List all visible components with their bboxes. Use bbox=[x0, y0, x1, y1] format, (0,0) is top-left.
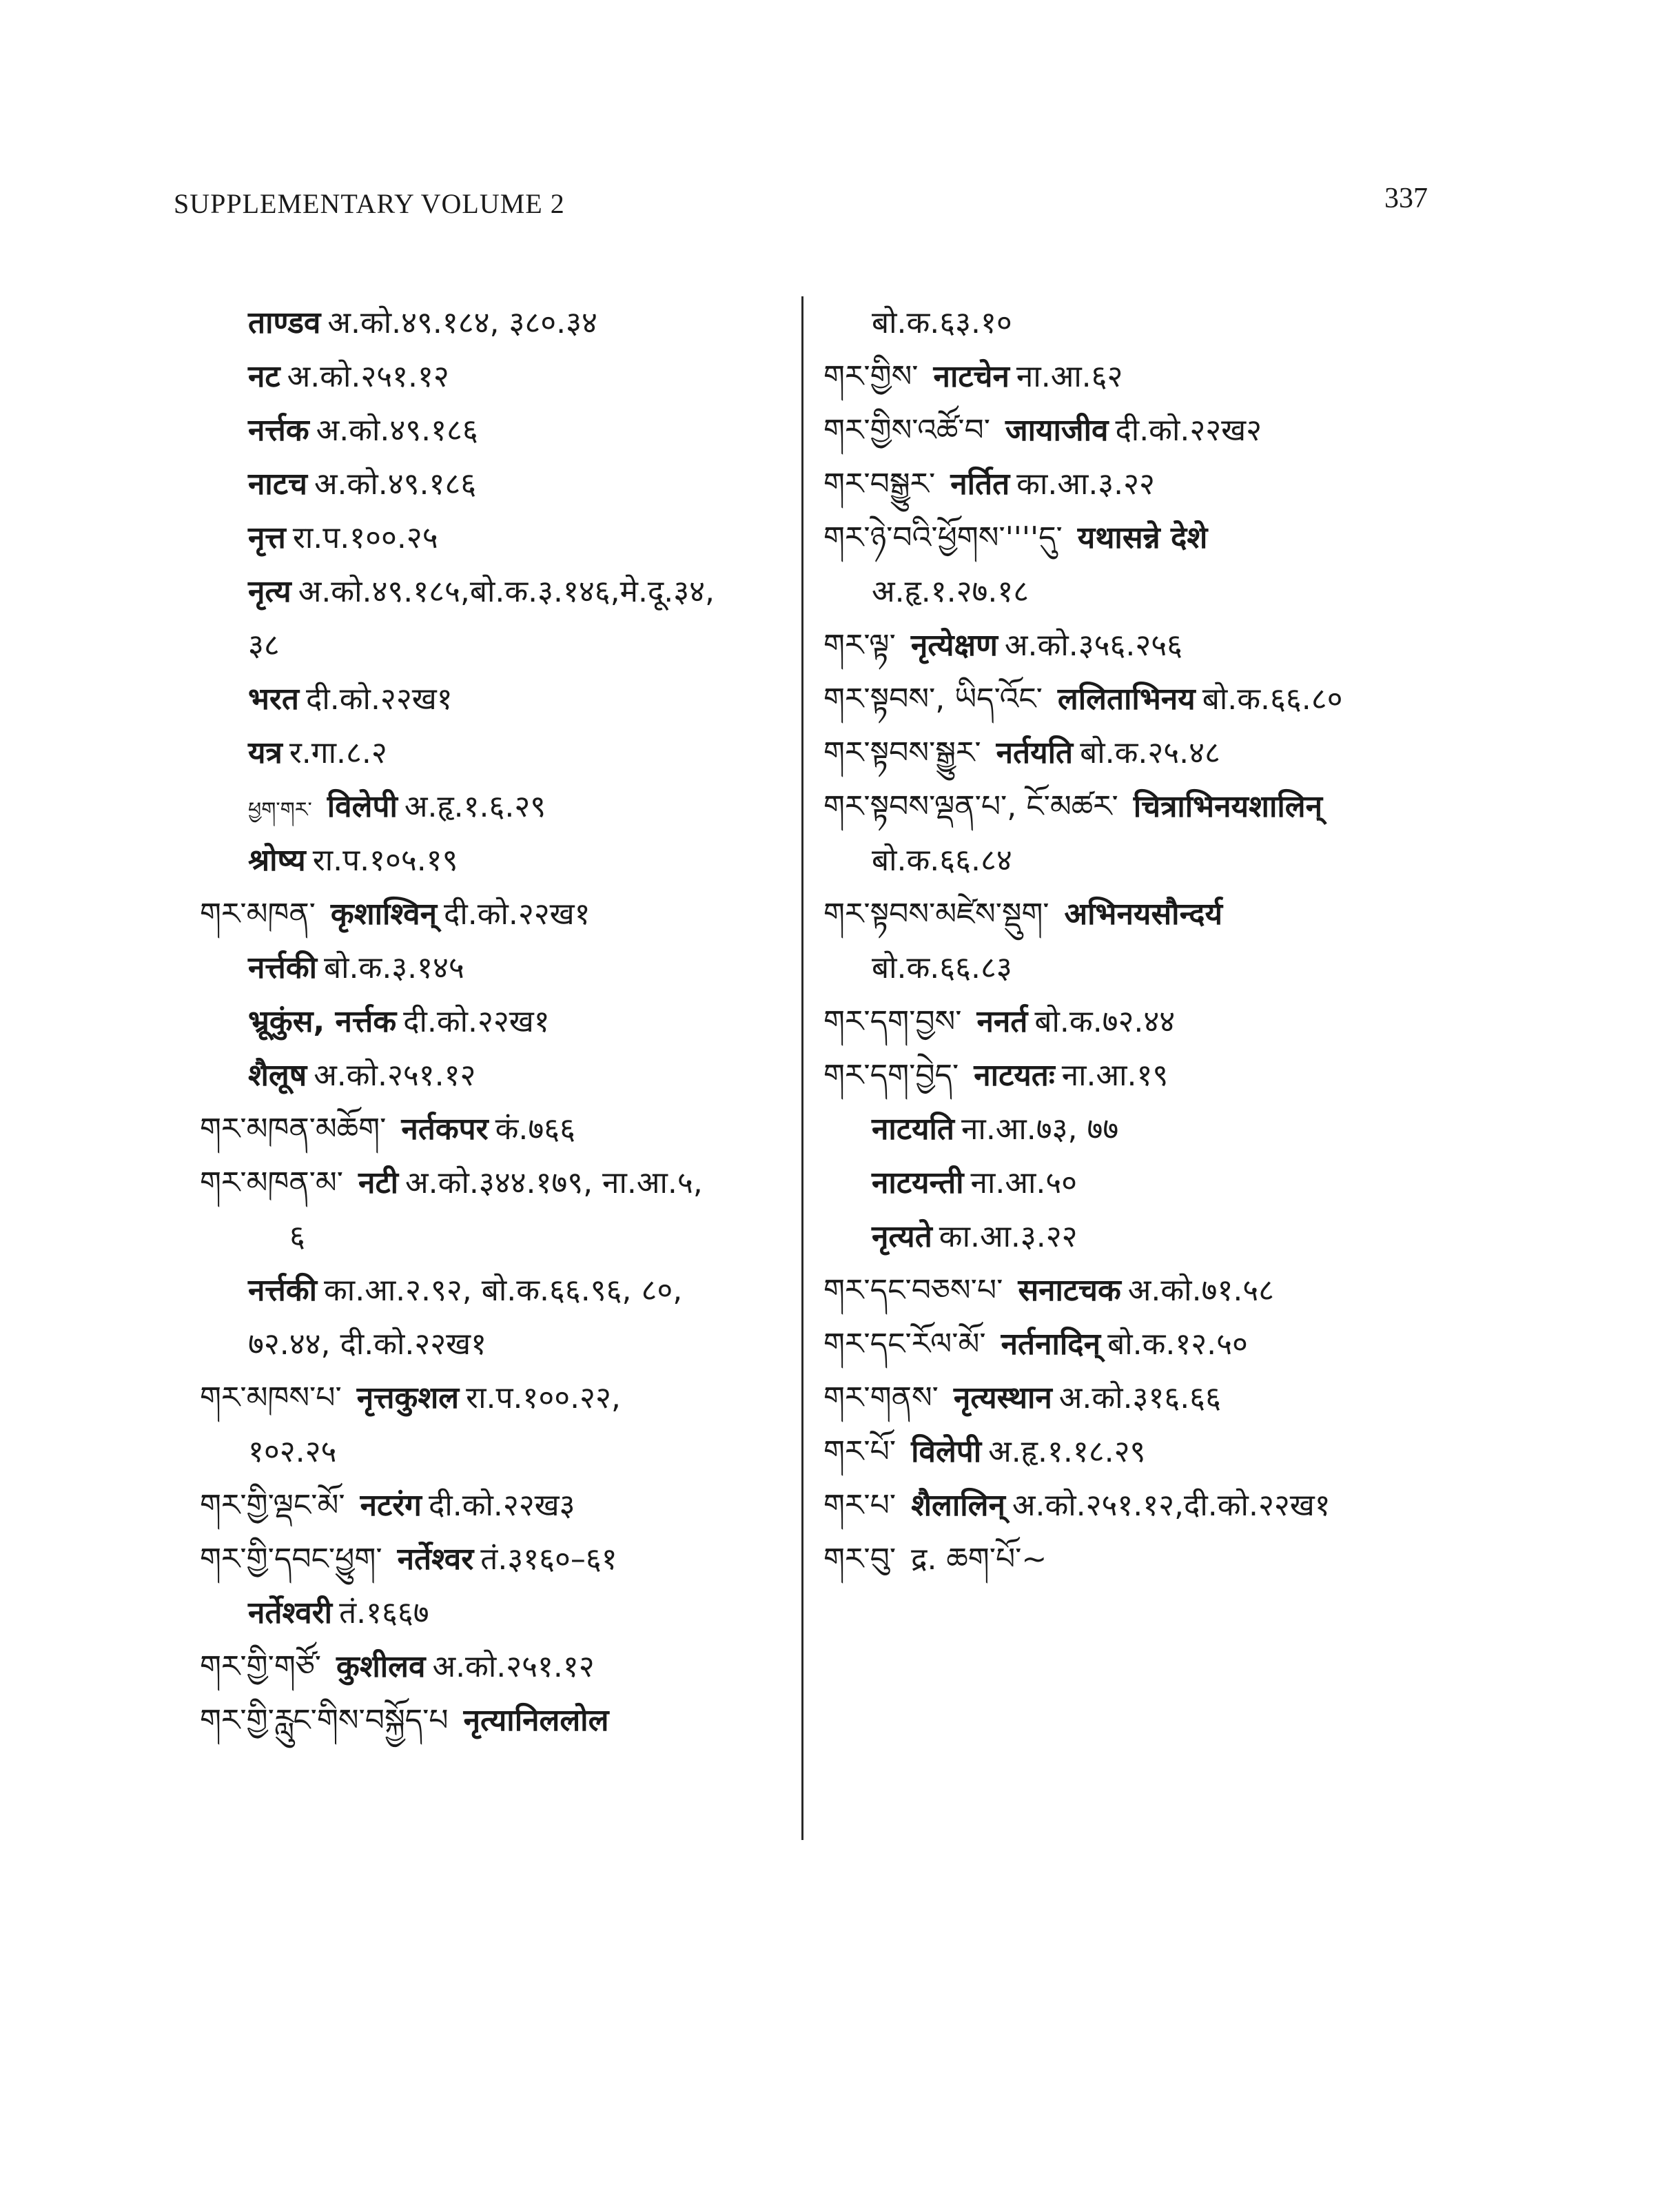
sanskrit-equivalent: नर्त्तकी bbox=[248, 950, 318, 985]
tibetan-headword: གར་གནས་ bbox=[823, 1380, 939, 1416]
source-reference: बो.क.७२.४४ bbox=[1034, 1004, 1176, 1039]
right-column bbox=[823, 296, 1526, 1586]
source-reference: अ.को.४९.१८५,बो.क.३.१४६,मे.दू.३४, bbox=[298, 574, 715, 609]
sanskrit-equivalent: नर्तेश्वरी bbox=[248, 1595, 333, 1631]
dictionary-entry bbox=[823, 673, 1526, 726]
sanskrit-equivalent: ललिताभिनय bbox=[1057, 682, 1196, 717]
source-reference: अ.को.२५१.१२ bbox=[314, 1058, 476, 1093]
sanskrit-equivalent: नर्तकपर bbox=[401, 1112, 489, 1147]
dictionary-entry bbox=[823, 888, 1526, 941]
dictionary-entry bbox=[823, 834, 1526, 888]
sanskrit-equivalent: नृत्यते bbox=[872, 1219, 932, 1254]
sanskrit-equivalent: नाटचेन bbox=[933, 359, 1010, 394]
tibetan-headword: གར་དང་རོལ་མོ་ bbox=[823, 1327, 986, 1362]
sanskrit-equivalent: श्रोष्य bbox=[248, 843, 306, 878]
source-reference: बो.क.६६.८० bbox=[1202, 682, 1343, 717]
sanskrit-equivalent: नर्तेश्वर bbox=[397, 1542, 474, 1577]
source-reference: दी.को.२२ख२ bbox=[1115, 413, 1262, 448]
source-reference: अ.को.७१.५८ bbox=[1127, 1273, 1275, 1308]
tibetan-headword: གར་བུ་ bbox=[823, 1542, 897, 1577]
source-reference: बो.क.६६.८३ bbox=[872, 950, 1012, 985]
source-reference: दी.को.२२ख१ bbox=[444, 897, 591, 932]
source-reference: अ.हृ.१.२७.१८ bbox=[872, 574, 1029, 609]
dictionary-entry bbox=[200, 1533, 792, 1586]
dictionary-entry bbox=[200, 995, 792, 1049]
dictionary-entry bbox=[200, 296, 792, 350]
tibetan-headword: གར་དག་བྱེད་ bbox=[823, 1058, 959, 1093]
dictionary-entry bbox=[823, 1425, 1526, 1479]
dictionary-entry bbox=[823, 780, 1526, 834]
tibetan-headword: གར་གྱིས་ bbox=[823, 359, 919, 394]
dictionary-entry bbox=[200, 458, 792, 511]
tibetan-headword: གར་གྱི་དབང་ཕྱུག་ bbox=[200, 1542, 382, 1577]
sanskrit-equivalent: नृत्त bbox=[248, 520, 286, 555]
page-number: 337 bbox=[1384, 183, 1428, 214]
tibetan-headword: གར་དང་བཅས་པ་ bbox=[823, 1273, 1003, 1308]
tibetan-headword: གར་གྱི་ལྡང་མོ་ bbox=[200, 1488, 345, 1523]
sanskrit-equivalent: यत्र bbox=[248, 735, 283, 770]
dictionary-entry bbox=[200, 1586, 792, 1640]
source-reference: तं.१६६७ bbox=[339, 1595, 429, 1631]
source-reference: र.गा.८.२ bbox=[289, 735, 387, 770]
sanskrit-equivalent: नर्त्तक bbox=[248, 413, 309, 448]
sanskrit-equivalent: शैलालिन् bbox=[911, 1488, 1005, 1523]
source-reference: बो.क.१२.५० bbox=[1107, 1327, 1248, 1362]
sanskrit-equivalent: चित्राभिनयशालिन् bbox=[1133, 789, 1323, 824]
source-reference: १०२.२५ bbox=[248, 1434, 337, 1469]
source-reference: बो.क.६३.१० bbox=[872, 305, 1012, 340]
source-reference: बो.क.६६.८४ bbox=[872, 843, 1012, 878]
sanskrit-equivalent: नाटच bbox=[248, 467, 307, 502]
sanskrit-equivalent: भ्रूकुंस, नर्त्तक bbox=[248, 1004, 397, 1039]
sanskrit-equivalent: कुशीलव bbox=[336, 1649, 426, 1684]
sanskrit-equivalent: नृत्तकुशल bbox=[356, 1380, 460, 1416]
source-reference: अ.को.२५१.१२,दी.को.२२ख१ bbox=[1012, 1488, 1331, 1523]
source-reference: अ.को.२५१.१२ bbox=[287, 359, 449, 394]
source-reference: ७२.४४, दी.को.२२ख१ bbox=[248, 1327, 487, 1362]
tibetan-headword: གར་པོ་ bbox=[823, 1434, 897, 1469]
source-reference: रा.प.१०५.१९ bbox=[312, 843, 458, 878]
sanskrit-equivalent: यथासन्ने देशे bbox=[1077, 520, 1208, 555]
source-reference: बो.क.३.१४५ bbox=[324, 950, 464, 985]
sanskrit-equivalent: नाटयन्ती bbox=[872, 1165, 964, 1200]
dictionary-entry bbox=[823, 1264, 1526, 1318]
source-reference: ना.आ.७३, ७७ bbox=[961, 1112, 1119, 1147]
source-reference: रा.प.१००.२५ bbox=[292, 520, 438, 555]
tibetan-headword: གར་པ་ bbox=[823, 1488, 897, 1523]
sanskrit-equivalent: नर्त्तकी bbox=[248, 1273, 318, 1308]
dictionary-entry bbox=[200, 1049, 792, 1103]
dictionary-entry bbox=[200, 350, 792, 404]
sanskrit-equivalent: जायाजीव bbox=[1005, 413, 1109, 448]
tibetan-headword: གར་གྱི་གཙོ་ bbox=[200, 1649, 322, 1684]
tibetan-headword: གར་མཁན་ bbox=[200, 897, 316, 932]
sanskrit-equivalent: नृत्येक्षण bbox=[910, 628, 998, 663]
sanskrit-equivalent: विलेपी bbox=[327, 789, 398, 824]
source-reference: अ.हृ.१.१८.२९ bbox=[988, 1434, 1146, 1469]
tibetan-headword: གར་མཁན་མཆོག་ bbox=[200, 1112, 387, 1147]
dictionary-entry bbox=[200, 888, 792, 941]
dictionary-entry bbox=[200, 619, 792, 673]
source-reference: अ.को.२५१.१२ bbox=[432, 1649, 595, 1684]
dictionary-entry bbox=[200, 1103, 792, 1156]
tibetan-headword: གར་སྟབས་ལྡན་པ་, ངོ་མཚར་ bbox=[823, 789, 1118, 824]
dictionary-entry bbox=[823, 350, 1526, 404]
dictionary-entry bbox=[200, 1264, 792, 1318]
sanskrit-equivalent: नृत्यानिललोल bbox=[463, 1703, 609, 1738]
source-reference: अ.को.३१६.६६ bbox=[1058, 1380, 1221, 1416]
source-reference: अ.को.४९.१८४, ३८०.३४ bbox=[327, 305, 597, 340]
dictionary-entry bbox=[823, 1049, 1526, 1103]
sanskrit-equivalent: नट bbox=[248, 359, 280, 394]
dictionary-entry bbox=[823, 619, 1526, 673]
dictionary-entry bbox=[823, 458, 1526, 511]
dictionary-entry bbox=[200, 511, 792, 565]
tibetan-headword: གར་དག་བྱས་ bbox=[823, 1004, 962, 1039]
dictionary-entry bbox=[823, 941, 1526, 995]
source-reference: बो.क.२५.४८ bbox=[1080, 735, 1220, 770]
sanskrit-equivalent: नाटयति bbox=[872, 1112, 954, 1147]
source-reference: ६ bbox=[289, 1219, 305, 1254]
dictionary-entry bbox=[823, 1103, 1526, 1156]
dictionary-entry bbox=[200, 1210, 792, 1264]
dictionary-entry bbox=[823, 1479, 1526, 1533]
dictionary-entry bbox=[200, 1318, 792, 1371]
dictionary-entry bbox=[823, 511, 1526, 565]
source-reference: दी.को.२२ख३ bbox=[428, 1488, 575, 1523]
sanskrit-equivalent: नृत्यस्थान bbox=[953, 1380, 1052, 1416]
tibetan-headword: གར་སྟབས་, ཡིད་འོང་ bbox=[823, 682, 1043, 717]
source-reference: दी.को.२२ख१ bbox=[403, 1004, 550, 1039]
sanskrit-equivalent: ताण्डव bbox=[248, 305, 321, 340]
source-reference: का.आ.३.२२ bbox=[939, 1219, 1078, 1254]
dictionary-entry bbox=[200, 780, 792, 834]
dictionary-entry bbox=[823, 1533, 1526, 1586]
source-reference: का.आ.३.२२ bbox=[1016, 467, 1155, 502]
source-reference: दी.को.२२ख१ bbox=[306, 682, 453, 717]
source-reference: तं.३१६०–६१ bbox=[480, 1542, 617, 1577]
tibetan-headword: ཕྱག་གར་ bbox=[248, 798, 312, 822]
page-header bbox=[174, 183, 1428, 236]
dictionary-entry bbox=[823, 1156, 1526, 1210]
sanskrit-equivalent: शैलूष bbox=[248, 1058, 307, 1093]
tibetan-headword: གར་སྟབས་སྒྱུར་ bbox=[823, 735, 981, 770]
sanskrit-equivalent: नाटयतः bbox=[974, 1058, 1055, 1093]
tibetan-headword: གར་གྱི་རླུང་གིས་བསྐྱོད་པ bbox=[200, 1703, 449, 1738]
source-reference: ३८ bbox=[248, 628, 280, 663]
source-reference: कं.७६६ bbox=[495, 1112, 576, 1147]
sanskrit-equivalent: सनाटचक bbox=[1018, 1273, 1121, 1308]
source-reference: का.आ.२.९२, बो.क.६६.९६, ८०, bbox=[324, 1273, 683, 1308]
tibetan-headword: གར་ལྟ་ bbox=[823, 628, 896, 663]
tibetan-headword: གར་སྟབས་མཛེས་སྡུག་ bbox=[823, 897, 1049, 932]
dictionary-entry bbox=[200, 1156, 792, 1210]
dictionary-entry bbox=[200, 1371, 792, 1425]
running-head: SUPPLEMENTARY VOLUME 2 bbox=[174, 188, 565, 219]
dictionary-entry bbox=[823, 1210, 1526, 1264]
dictionary-entry bbox=[200, 565, 792, 619]
sanskrit-equivalent: भरत bbox=[248, 682, 300, 717]
dictionary-entry bbox=[200, 673, 792, 726]
sanskrit-equivalent: विलेपी bbox=[911, 1434, 982, 1469]
dictionary-entry bbox=[823, 565, 1526, 619]
dictionary-entry bbox=[200, 1640, 792, 1694]
sanskrit-equivalent: नृत्य bbox=[248, 574, 291, 609]
source-reference: अ.को.४९.१८६ bbox=[316, 413, 478, 448]
source-reference: अ.को.३४४.१७९, ना.आ.५, bbox=[405, 1165, 703, 1200]
dictionary-entry bbox=[823, 404, 1526, 458]
dictionary-entry bbox=[200, 404, 792, 458]
source-reference: अ.हृ.१.६.२९ bbox=[404, 789, 546, 824]
left-column bbox=[200, 296, 792, 1748]
sanskrit-equivalent: नर्तित bbox=[950, 467, 1010, 502]
dictionary-entry bbox=[823, 995, 1526, 1049]
sanskrit-equivalent: नर्तयति bbox=[996, 735, 1074, 770]
sanskrit-equivalent: ननर्त bbox=[976, 1004, 1028, 1039]
sanskrit-equivalent: कृशाश्विन् bbox=[330, 897, 437, 932]
sanskrit-equivalent: अभिनयसौन्दर्य bbox=[1064, 897, 1223, 932]
dictionary-entry bbox=[823, 296, 1526, 350]
tibetan-headword: གར་བསྒྱུར་ bbox=[823, 467, 936, 502]
tibetan-headword: གར་ཉེ་བའི་ཕྱོགས་''''དུ་ bbox=[823, 520, 1063, 555]
column-divider bbox=[801, 296, 803, 1840]
dictionary-entry bbox=[200, 1694, 792, 1748]
dictionary-entry bbox=[823, 1371, 1526, 1425]
source-reference: द्र. ཆག་པོ་~ bbox=[911, 1542, 1047, 1577]
dictionary-entry bbox=[200, 726, 792, 780]
source-reference: अ.को.४९.१८६ bbox=[314, 467, 477, 502]
dictionary-entry bbox=[823, 1318, 1526, 1371]
tibetan-headword: གར་མཁན་མ་ bbox=[200, 1165, 344, 1200]
dictionary-entry bbox=[200, 941, 792, 995]
sanskrit-equivalent: नर्तनादिन् bbox=[1001, 1327, 1101, 1362]
tibetan-headword: གར་གྱིས་འཚོ་བ་ bbox=[823, 413, 990, 448]
source-reference: ना.आ.१९ bbox=[1061, 1058, 1169, 1093]
source-reference: ना.आ.६२ bbox=[1016, 359, 1123, 394]
sanskrit-equivalent: नटरंग bbox=[360, 1488, 422, 1523]
source-reference: ना.आ.५० bbox=[970, 1165, 1078, 1200]
dictionary-entry bbox=[823, 726, 1526, 780]
source-reference: रा.प.१००.२२, bbox=[466, 1380, 621, 1416]
dictionary-entry bbox=[200, 834, 792, 888]
source-reference: अ.को.३५६.२५६ bbox=[1004, 628, 1182, 663]
sanskrit-equivalent: नटी bbox=[358, 1165, 399, 1200]
tibetan-headword: གར་མཁས་པ་ bbox=[200, 1380, 342, 1416]
dictionary-entry bbox=[200, 1479, 792, 1533]
dictionary-entry bbox=[200, 1425, 792, 1479]
